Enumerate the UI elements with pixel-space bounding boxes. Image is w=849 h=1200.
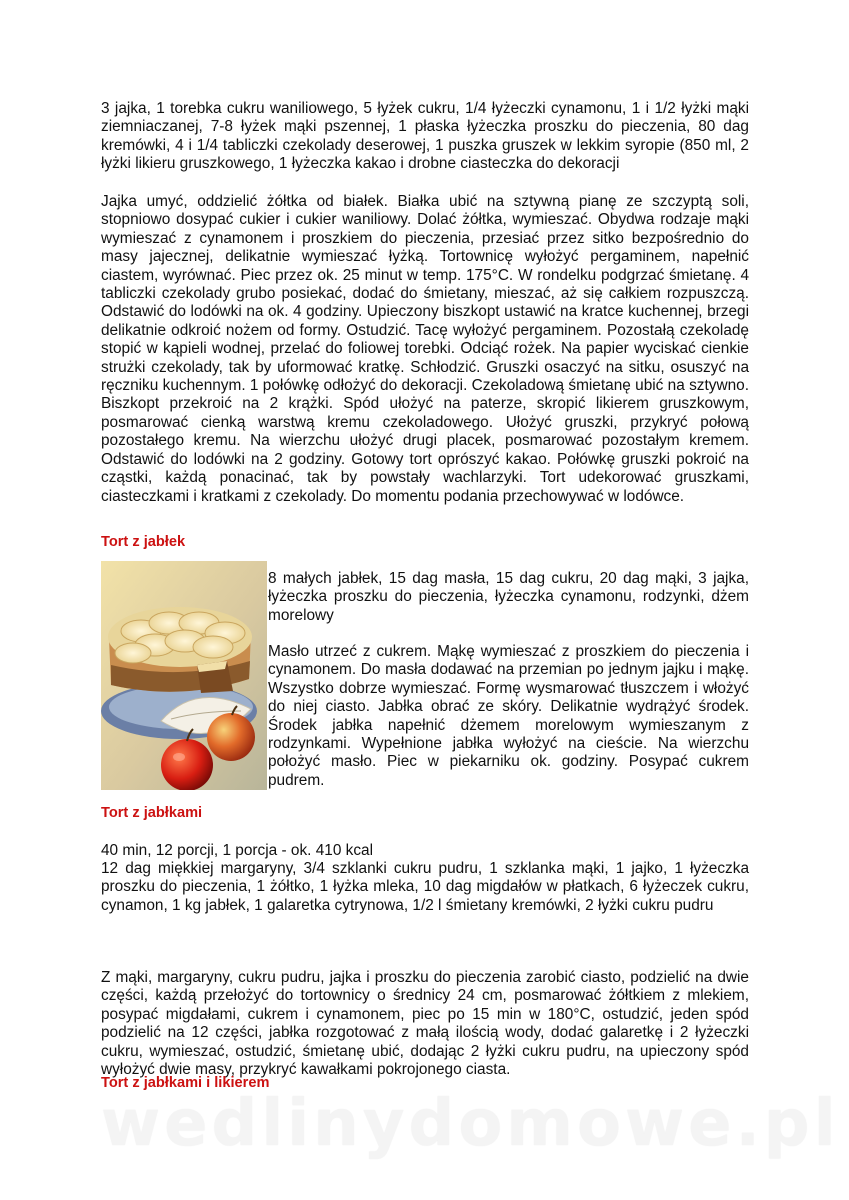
- recipe2-meta: 40 min, 12 porcji, 1 porcja - ok. 410 kcal: [101, 842, 374, 859]
- recipe-title-tort-z-jablkami-i-likierem: Tort z jabłkami i likierem: [101, 1075, 270, 1091]
- recipe-title-tort-z-jablkami: Tort z jabłkami: [101, 805, 203, 821]
- site-watermark: wedlinydomowe.pl: [101, 1087, 840, 1161]
- apple-cake-photo: [101, 561, 267, 790]
- recipe1-ingredients: 8 małych jabłek, 15 dag masła, 15 dag cukru, 20 dag mąki, 3 jajka, łyżeczka proszku do pieczenia, łyżeczka cynamonu, rodzynki, dżem morelowy: [268, 570, 749, 624]
- intro-ingredients: 3 jajka, 1 torebka cukru waniliowego, 5 łyżek cukru, 1/4 łyżeczki cynamonu, 1 i 1/2 łyżki mąki ziemniaczanej, 7-8 łyżek mąki pszennej, 1 płaska łyżeczka proszku do pieczenia, 80 dag kremówki, 4 i 1/4 tabliczki czekolady deserowej, 1 puszka gruszek w lekkim syropie (850 ml, 2 łyżki likieru gruszkowego, 1 łyżeczka kakao i drobne ciasteczka do dekoracji: [101, 100, 749, 173]
- intro-method: Jajka umyć, oddzielić żółtka od białek. Białka ubić na sztywną pianę ze szczyptą soli, stopniowo dosypać cukier i cukier waniliowy. Dolać żółtka, wymieszać. Obydwa rodzaje mąki wymieszać z cynamonem i proszkiem do pieczenia, przesiać przez sitko bezpośrednio do masy jajecznej, delikatnie wymieszać łyżką. Tortownicę wyłożyć pergaminem, napełnić ciastem, wyrównać. Piec przez ok. 25 minut w temp. 175°C. W rondelku podgrzać śmietanę. 4 tabliczki czekolady grubo posiekać, dodać do śmietany, mieszać, aż się całkiem rozpuszczą. Odstawić do lodówki na ok. 4 godziny. Upieczony biszkopt ustawić na kratce kuchennej, brzegi delikatnie odkroić nożem od formy. Ostudzić. Tacę wyłożyć pergaminem. Pozostałą czekoladę stopić w kąpieli wodnej, przelać do foliowej torebki. Odciąć rożek. Na papier wyciskać cienkie strużki czekolady, tak by uformować kratkę. Schłodzić. Gruszki osaczyć na sitku, osuszyć na ręczniku kuchennym. 1 połówkę odłożyć do dekoracji. Czekoladową śmietanę ubić na sztywno. Biszkopt przekroić na 2 krążki. Spód ułożyć na paterze, skropić likierem gruszkowym, posmarować cienką warstwą kremu czekoladowego. Ułożyć gruszki, przykryć połową pozostałego kremu. Na wierzchu ułożyć drugi placek, posmarować pozostałym kremem. Odstawić do lodówki na 2 godziny. Gotowy tort oprószyć kakao. Połówkę gruszki pokroić na cząstki, każdą ponacinać, tak by powstały wachlarzyki. Tort udekorować gruszkami, ciasteczkami i kratkami z czekolady. Do momentu podania przechowywać w lodówce.: [101, 193, 749, 505]
- recipe1-method: Masło utrzeć z cukrem. Mąkę wymieszać z proszkiem do pieczenia i cynamonem. Do masła dodawać na przemian po jednym jajku i mąkę. Wszystko dobrze wymieszać. Formę wysmarować tłuszczem i włożyć do niej ciasto. Jabłka obrać ze skóry. Delikatnie wydrążyć środek. Środek jabłka napełnić dżemem morelowym wymieszanym z rodzynkami. Wypełnione jabłka wyłożyć na cieście. Na wierzchu położyć masło. Piec w piekarniku ok. godziny. Posypać cukrem pudrem.: [268, 643, 749, 789]
- recipe-title-tort-z-jablek: Tort z jabłek: [101, 534, 186, 550]
- recipe2-method: Z mąki, margaryny, cukru pudru, jajka i proszku do pieczenia zarobić ciasto, podzielić na dwie części, każdą przełożyć do tortownicy o średnicy 24 cm, posmarować żółtkiem z mlekiem, posypać migdałami, cukrem i cynamonem, piec po 15 min w 180°C, ostudzić, jeden spód podzielić na 12 części, jabłka rozgotować z małą ilością wody, dodać galaretkę i 2 łyżeczki cukru, wymieszać, ostudzić, śmietanę ubić, dodając 2 łyżki cukru pudru, na upieczony spód wyłożyć dwie masy, przykryć kawałkami pokrojonego ciasta.: [101, 969, 749, 1079]
- recipe2-ingredients: 12 dag miękkiej margaryny, 3/4 szklanki cukru pudru, 1 szklanka mąki, 1 jajko, 1 łyżeczka proszku do pieczenia, 1 żółtko, 1 łyżka mleka, 10 dag migdałów w płatkach, 6 łyżeczek cukru, cynamon, 1 kg jabłek, 1 galaretka cytrynowa, 1/2 l śmietany kremówki, 2 łyżki cukru pudru: [101, 860, 749, 914]
